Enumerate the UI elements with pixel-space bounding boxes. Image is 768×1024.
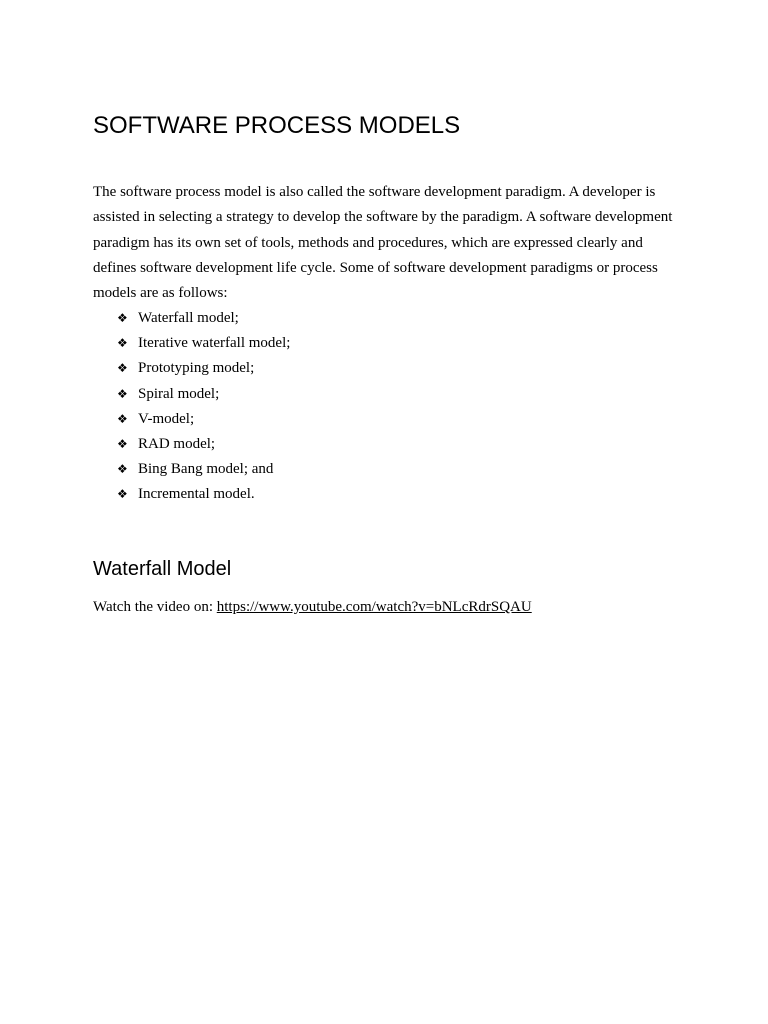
list-item xyxy=(93,482,290,507)
list-item-label: V-model; xyxy=(138,410,195,427)
list-item-label: Prototyping model; xyxy=(138,360,255,377)
list-item-label: Waterfall model; xyxy=(138,310,239,326)
intro-paragraph: The software process model is also called the software development paradigm. A developer is assisted in selecting a strategy to develop the software by the paradigm. A software development paradigm has its own set of tools, methods and procedures, which are expressed clearly and defines software development life cycle. Some of software development paradigms or process models are as follows: xyxy=(93,184,673,302)
list-item xyxy=(93,331,290,356)
diamond-bullet-icon: ❖ xyxy=(117,411,128,426)
video-link[interactable]: https://www.youtube.com/watch?v=bNLcRdrSQAU xyxy=(216,599,532,615)
diamond-bullet-icon: ❖ xyxy=(117,487,128,502)
diamond-bullet-icon: ❖ xyxy=(117,462,128,477)
page-title: SOFTWARE PROCESS MODELS xyxy=(93,112,461,139)
diamond-bullet-icon: ❖ xyxy=(117,311,128,325)
video-line xyxy=(93,596,532,618)
list-item-label: Spiral model; xyxy=(138,385,220,402)
list-item-label: RAD model; xyxy=(138,436,216,453)
diamond-bullet-icon: ❖ xyxy=(117,336,128,351)
list-item xyxy=(93,382,290,407)
list-item-label: Incremental model. xyxy=(138,486,255,503)
list-item xyxy=(93,356,290,381)
list-item-label: Bing Bang model; and xyxy=(138,461,274,478)
section-heading: Waterfall Model xyxy=(93,558,232,580)
list-item-label: Iterative waterfall model; xyxy=(138,335,291,352)
list-item xyxy=(93,306,290,331)
list-item xyxy=(93,457,290,482)
video-prefix: Watch the video on: xyxy=(93,599,217,615)
process-model-list xyxy=(93,306,290,508)
diamond-bullet-icon: ❖ xyxy=(117,361,128,376)
list-item xyxy=(93,407,290,432)
list-item xyxy=(93,432,290,457)
diamond-bullet-icon: ❖ xyxy=(117,386,128,401)
diamond-bullet-icon: ❖ xyxy=(117,437,128,452)
